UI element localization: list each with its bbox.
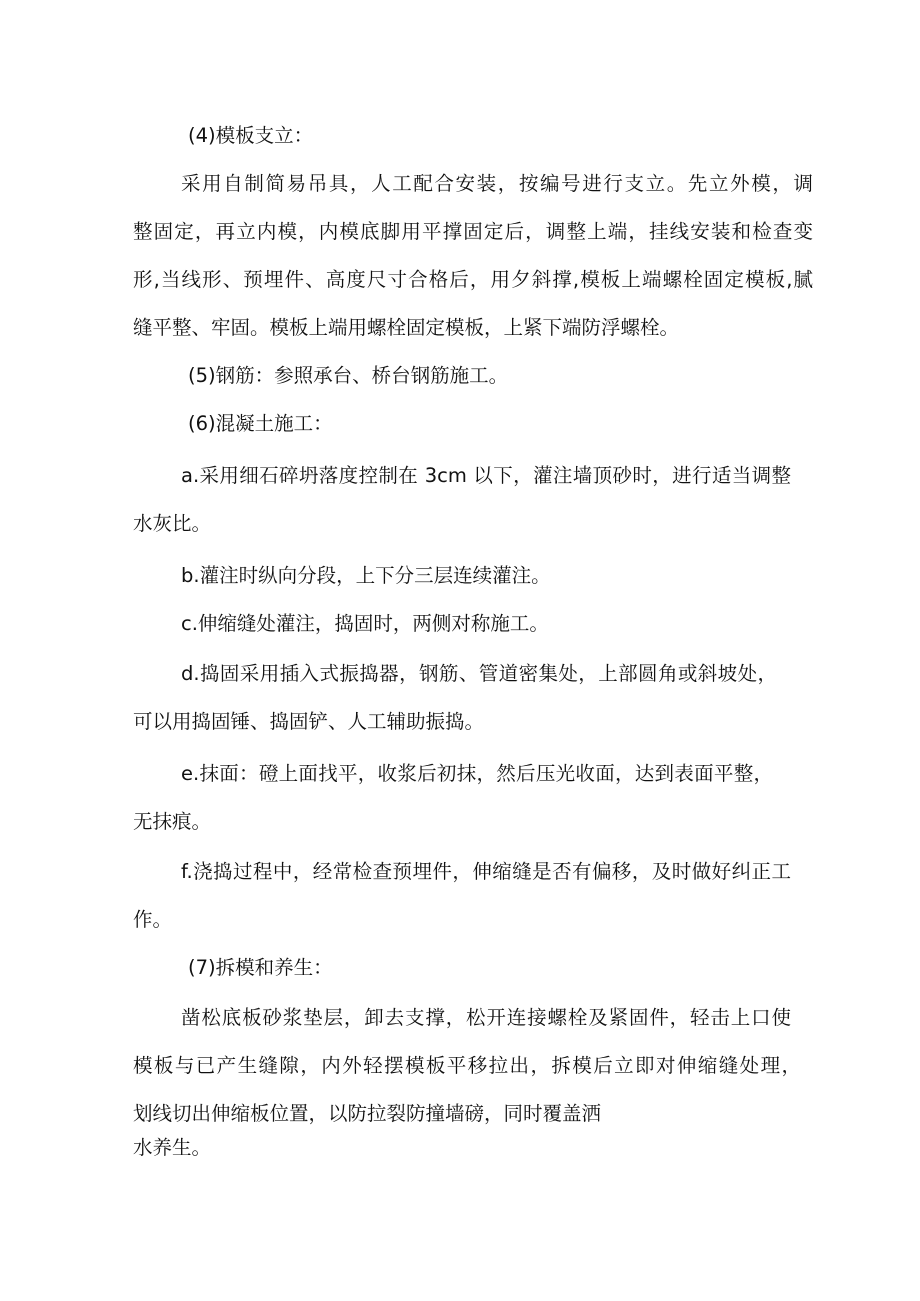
- paragraph-line: 模板与已产生缝隙，内外轻摆模板平移拉出，拆模后立即对伸缩缝处理，: [133, 1054, 801, 1077]
- list-item-line: c.伸缩缝处灌注，捣固时，两侧对称施工。: [181, 612, 549, 635]
- section-heading-concrete: (6)混凝土施工：: [188, 412, 333, 435]
- list-item-line: f.浇捣过程中，经常检查预埋件，伸缩缝是否有偏移，及时做好纠正工: [181, 860, 791, 883]
- paragraph-line: 缝平整、牢固。模板上端用螺栓固定模板，上紧下端防浮螺栓。: [133, 316, 680, 339]
- paragraph-line: 划线切出伸缩板位置，以防拉裂防撞墙磅，同时覆盖洒: [133, 1102, 602, 1125]
- list-item-line: e.抹面：磴上面找平，收浆后初抹，然后压光收面，达到表面平整，: [181, 762, 773, 785]
- list-item-line: b.灌注时纵向分段，上下分三层连续灌注。: [181, 564, 551, 587]
- list-item-line: 无抹痕。: [133, 810, 212, 833]
- list-item-line: d.捣固采用插入式振捣器，钢筋、管道密集处，上部圆角或斜坡处，: [181, 662, 777, 685]
- list-item-line: 可以用捣固锤、捣固铲、人工辅助振捣。: [133, 710, 485, 733]
- paragraph-line: 采用自制简易吊具，人工配合安装，按编号进行支立。先立外模，调: [181, 172, 813, 195]
- paragraph-line: 凿松底板砂浆垫层，卸去支撑，松开连接螺栓及紧固件，轻击上口使: [181, 1006, 791, 1029]
- section-heading-formwork: (4)模板支立：: [188, 124, 314, 147]
- paragraph-line: 水养生。: [133, 1136, 212, 1159]
- paragraph-line: 形,当线形、预埋件、高度尺寸合格后，用夕斜撑,模板上端螺栓固定模板,腻: [133, 268, 813, 291]
- paragraph-line: 整固定，再立内模，内模底脚用平撑固定后，调整上端，挂线安装和检查变: [133, 220, 813, 243]
- list-item-line: 作。: [133, 908, 173, 931]
- section-heading-demolding: (7)拆模和养生：: [188, 956, 333, 979]
- section-heading-rebar: (5)钢筋：参照承台、桥台钢筋施工。: [188, 364, 509, 387]
- list-item-line: 水灰比。: [133, 512, 212, 535]
- list-item-line: a.采用细石碎坍落度控制在 3cm 以下，灌注墙顶砂时，进行适当调整: [181, 464, 791, 487]
